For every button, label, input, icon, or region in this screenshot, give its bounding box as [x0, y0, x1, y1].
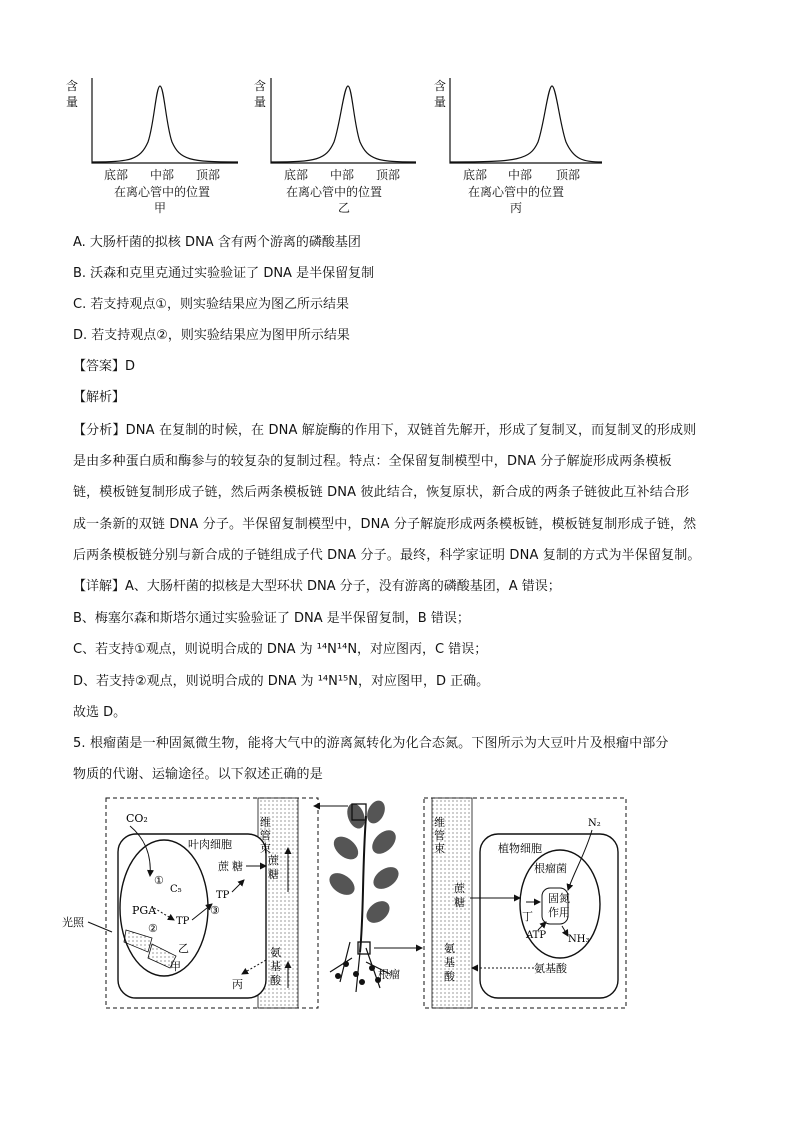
graph-ylabel: 量 [66, 95, 79, 109]
vascular-label: 管 [434, 829, 445, 842]
amino-label: 酸 [270, 974, 281, 987]
graph-xlabel: 在离心管中的位置 [113, 185, 210, 199]
graph-ylabel: 含 [66, 79, 79, 93]
answer-line: 【答案】D [73, 359, 136, 374]
yi-label: 乙 [178, 942, 189, 955]
graph-ylabel: 含 [434, 79, 447, 93]
analysis-heading: 【解析】 [73, 390, 126, 405]
vascular-label: 束 [434, 842, 445, 855]
detail-line: 【详解】A、大肠杆菌的拟核是大型环状 DNA 分子，没有游离的磷酸基团，A 错误； [73, 579, 561, 594]
right-sucrose-label: 蔗 [454, 882, 465, 895]
vascular-label: 管 [260, 829, 271, 842]
graph-tick: 中部 [507, 168, 532, 182]
analysis-line: 【分析】DNA 在复制的时候，在 DNA 解旋酶的作用下，双链首先解开，形成了复制叉，而复制叉的形成则 [73, 423, 697, 438]
ding-label: 丁 [522, 910, 533, 923]
mesophyll-label: 叶肉细胞 [188, 838, 232, 851]
graph-tick: 底部 [103, 168, 128, 182]
graph-name: 乙 [337, 201, 350, 215]
graph-axes [450, 78, 602, 163]
graph-name: 丙 [509, 201, 522, 215]
vascular-label: 维 [434, 816, 445, 829]
amino-label: 基 [270, 960, 281, 973]
graph-name: 甲 [153, 201, 166, 215]
option-b: B. 沃森和克里克通过实验验证了 DNA 是半保留复制 [73, 266, 375, 281]
amino-label: 氨 [270, 946, 281, 959]
analysis-line: 成一条新的双链 DNA 分子。半保留复制模型中，DNA 分子解旋形成两条模板链，模板链复制形成子链，然 [73, 517, 697, 532]
light-label: 光照 [62, 916, 84, 929]
graph-tick: 底部 [462, 168, 487, 182]
analysis-line: 后两条模板链分别与新合成的子链组成子代 DNA 分子。最终，科学家证明 DNA 复制的方式为半保留复制。 [73, 548, 701, 563]
right-amino-label: 氨 [444, 942, 455, 955]
tp-label: TP [176, 916, 190, 927]
vascular-label: 维 [260, 816, 271, 829]
step-2-label: ② [148, 922, 158, 935]
analysis-line: 是由多种蛋白质和酶参与的较复杂的复制过程。特点：全保留复制模型中，DNA 分子解旋形成两条模板 [73, 454, 672, 469]
tp2-label: TP [216, 890, 230, 901]
sucrose-label: 糖 [232, 860, 243, 873]
pga-label: PGA [132, 904, 157, 917]
graph-ylabel: 含 [254, 79, 267, 93]
graph-tick: 中部 [149, 168, 174, 182]
nodule-label: 根瘤 [378, 968, 400, 981]
graph-axes [92, 78, 238, 163]
detail-line: B、梅塞尔森和斯塔尔通过实验验证了 DNA 是半保留复制，B 错误； [73, 611, 470, 626]
graph-xlabel: 在离心管中的位置 [467, 185, 564, 199]
vascular-sucrose-label: 蔗 [268, 854, 279, 867]
graph-tick: 顶部 [555, 168, 580, 182]
graph-axes [271, 78, 416, 163]
right-sucrose-label: 糖 [454, 896, 465, 909]
vascular-sucrose-label: 糖 [268, 868, 279, 881]
nh3-label: NH₃ [568, 934, 590, 945]
option-d: D. 若支持观点②，则实验结果应为图甲所示结果 [73, 328, 350, 343]
question5-line: 5. 根瘤菌是一种固氮微生物，能将大气中的游离氮转化为化合态氮。下图所示为大豆叶片及根瘤中部分 [73, 736, 669, 751]
detail-line: D、若支持②观点，则说明合成的 DNA 为 ¹⁴N¹⁵N，对应图甲，D 正确。 [73, 674, 490, 689]
fixation-label: 用 [559, 906, 570, 919]
n2-label: N₂ [588, 818, 601, 829]
right-amino-label: 基 [444, 956, 455, 969]
jia-label: 甲 [170, 960, 181, 973]
graph-curve [92, 86, 238, 162]
right-amino-label: 酸 [444, 970, 455, 983]
step-1-label: ① [154, 874, 164, 887]
graph-curve [271, 86, 416, 162]
option-c: C. 若支持观点①，则实验结果应为图乙所示结果 [73, 297, 349, 312]
fixation-label: 氮 [559, 892, 570, 905]
bacteria-label: 根瘤菌 [534, 862, 567, 875]
vascular-label: 束 [260, 842, 271, 855]
graph-xlabel: 在离心管中的位置 [285, 185, 382, 199]
plant-cell-label: 植物细胞 [498, 842, 542, 855]
step-3-label: ③ [210, 904, 220, 917]
bing-label: 丙 [232, 978, 243, 991]
fixation-label: 作 [548, 906, 559, 919]
graph-curve [450, 86, 602, 162]
atp-label: ATP [526, 930, 547, 941]
option-a: A. 大肠杆菌的拟核 DNA 含有两个游离的磷酸基团 [73, 235, 361, 250]
co2-label: CO₂ [126, 812, 148, 825]
detail-line: C、若支持①观点，则说明合成的 DNA 为 ¹⁴N¹⁴N，对应图丙，C 错误； [73, 642, 488, 657]
sucrose-label: 蔗 [218, 860, 229, 873]
analysis-line: 链，模板链复制形成子链，然后两条模板链 DNA 彼此结合，恢复原状，新合成的两条子链彼此互补结合形 [73, 485, 690, 500]
graph-tick: 顶部 [195, 168, 220, 182]
c5-label: C₅ [170, 884, 182, 895]
graph-tick: 中部 [329, 168, 354, 182]
light-pointer [88, 922, 112, 932]
graph-tick: 底部 [283, 168, 308, 182]
graph-tick: 顶部 [375, 168, 400, 182]
fixation-label: 固 [548, 892, 559, 905]
detail-line: 故选 D。 [73, 705, 127, 720]
question5-line: 物质的代谢、运输途径。以下叙述正确的是 [73, 767, 323, 782]
nodule-diagram [60, 792, 730, 1020]
soybean-plant [325, 798, 402, 992]
amino-acid-label: 氨基酸 [534, 962, 567, 975]
graph-ylabel: 量 [434, 95, 447, 109]
graph-ylabel: 量 [254, 95, 267, 109]
